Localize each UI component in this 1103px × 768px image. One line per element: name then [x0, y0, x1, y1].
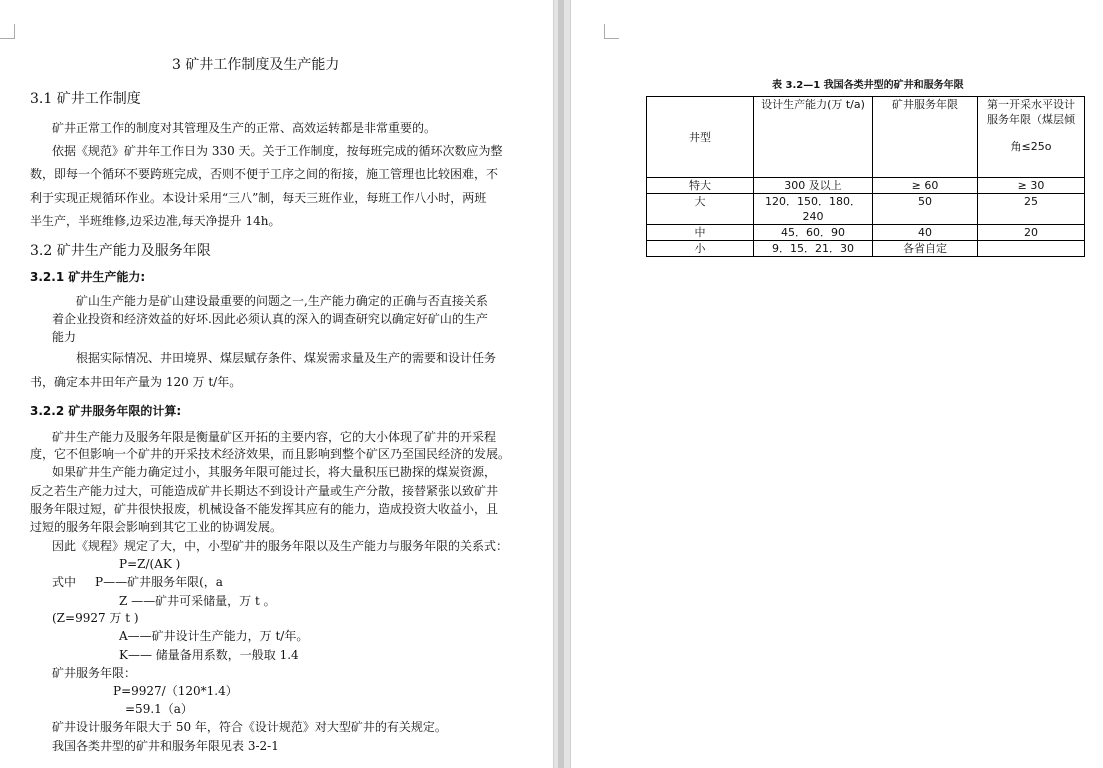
mine-service-table: [646, 96, 1085, 257]
paragraph-line: 矿井设计服务年限大于 50 年，符合《设计规范》对大型矿井的有关规定。: [52, 720, 447, 734]
calculation-line: P=9927/（120*1.4）: [113, 684, 238, 698]
paragraph-line: 反之若生产能力过大，可能造成矿井长期达不到设计产量或生产分散，接替紧张以致矿井: [30, 484, 499, 498]
paragraph-line: 如果矿井生产能力确定过小，其服务年限可能过长，将大量积压已勘探的煤炭资源，: [52, 465, 497, 479]
paragraph: 矿井正常工作的制度对其管理及生产的正常、高效运转都是非常重要的。: [52, 121, 437, 135]
header-mine-type: 井型: [647, 97, 754, 178]
header-service-life: 矿井服务年限: [873, 97, 978, 178]
cell-capacity: 300 及以上: [754, 178, 873, 194]
section-3-2-1-title: 3.2.1 矿井生产能力:: [30, 270, 146, 284]
page-corner-mark: [0, 24, 15, 39]
cell-first-level: ≥ 30: [978, 178, 1085, 194]
where-label: 式中: [52, 575, 77, 589]
paragraph-line: 因此《规程》规定了大，中，小型矿井的服务年限以及生产能力与服务年限的关系式：: [52, 539, 509, 553]
paragraph-line: 书，确定本井田年产量为 120 万 t/年。: [30, 375, 242, 389]
cell-service: 50: [873, 194, 978, 225]
table-row: [647, 225, 1085, 241]
definition-p: P——矿井服务年限(，a: [95, 575, 223, 589]
definition-a: A——矿井设计生产能力，万 t/年。: [119, 629, 309, 643]
table-row: [647, 178, 1085, 194]
paragraph-line: 度，它不但影响一个矿井的开采技术经济效果，而且影响到整个矿区乃至国民经济的发展。: [30, 447, 511, 461]
table-caption: 表 3.2—1 我国各类井型的矿井和服务年限: [772, 80, 964, 91]
section-3-1-title: 3.1 矿井工作制度: [30, 91, 141, 107]
calculation-result: =59.1（a）: [125, 702, 193, 716]
cell-type: 中: [647, 225, 754, 241]
cell-service: 各省自定: [873, 241, 978, 257]
table-row: [647, 241, 1085, 257]
right-page: [570, 0, 1103, 768]
paragraph-line: 矿山生产能力是矿山建设最重要的问题之一,生产能力确定的正确与否直接关系: [76, 294, 488, 308]
paragraph-line: 能力: [52, 330, 77, 344]
header-capacity: 设计生产能力(万 t/a): [754, 97, 873, 178]
paragraph-line: 数，即每一个循环不要跨班完成，否则不便于工序之间的衔接，施工管理也比较困难，不: [30, 167, 499, 181]
cell-first-level: 20: [978, 225, 1085, 241]
chapter-title: 3 矿井工作制度及生产能力: [172, 57, 340, 73]
paragraph-line: 半生产，半班维修,边采边准,每天净提升 14h。: [30, 214, 281, 228]
cell-service: 40: [873, 225, 978, 241]
paragraph-line: 我国各类井型的矿井和服务年限见表 3-2-1: [52, 739, 279, 753]
definition-k: K—— 储量备用系数，一般取 1.4: [119, 648, 299, 662]
cell-capacity: 9．15．21．30: [754, 241, 873, 257]
page-gap: [553, 0, 571, 768]
paragraph-line: 服务年限过短，矿井很快报废，机械设备不能发挥其应有的能力，造成投资大收益小，且: [30, 502, 499, 516]
service-life-label: 矿井服务年限：: [52, 666, 137, 680]
table-row: [647, 194, 1085, 225]
paragraph-line: 过短的服务年限会影响到其它工业的协调发展。: [30, 520, 283, 534]
z-value: (Z=9927 万 t ): [52, 611, 139, 625]
definition-z: Z ——矿井可采储量，万 t 。: [119, 594, 276, 608]
cell-capacity: 120．150．180．240: [754, 194, 873, 225]
paragraph-line: 着企业投资和经济效益的好坏.因此必须认真的深入的调查研究以确定好矿山的生产: [52, 312, 488, 326]
formula: P=Z/(AK ): [119, 557, 181, 571]
paragraph-line: 利于实现正规循环作业。本设计采用“三八”制，每天三班作业，每班工作八小时，两班: [30, 191, 487, 205]
paragraph-line: 根据实际情况、井田境界、煤层赋存条件、煤炭需求量及生产的需要和设计任务: [76, 351, 497, 365]
paragraph-line: 依据《规范》矿井年工作日为 330 天。关于工作制度，按每班完成的循环次数应为整: [52, 144, 503, 158]
cell-type: 大: [647, 194, 754, 225]
section-3-2-title: 3.2 矿井生产能力及服务年限: [30, 243, 211, 259]
paragraph-line: 矿井生产能力及服务年限是衡量矿区开拓的主要内容，它的大小体现了矿井的开采程: [52, 430, 497, 444]
header-first-level: 第一开采水平设计 服务年限（煤层倾 角≤25o: [978, 97, 1085, 178]
cell-service: ≥ 60: [873, 178, 978, 194]
cell-first-level: 25: [978, 194, 1085, 225]
cell-first-level: [978, 241, 1085, 257]
page-corner-mark: [604, 24, 619, 39]
cell-capacity: 45．60．90: [754, 225, 873, 241]
cell-type: 特大: [647, 178, 754, 194]
cell-type: 小: [647, 241, 754, 257]
section-3-2-2-title: 3.2.2 矿井服务年限的计算:: [30, 404, 182, 418]
